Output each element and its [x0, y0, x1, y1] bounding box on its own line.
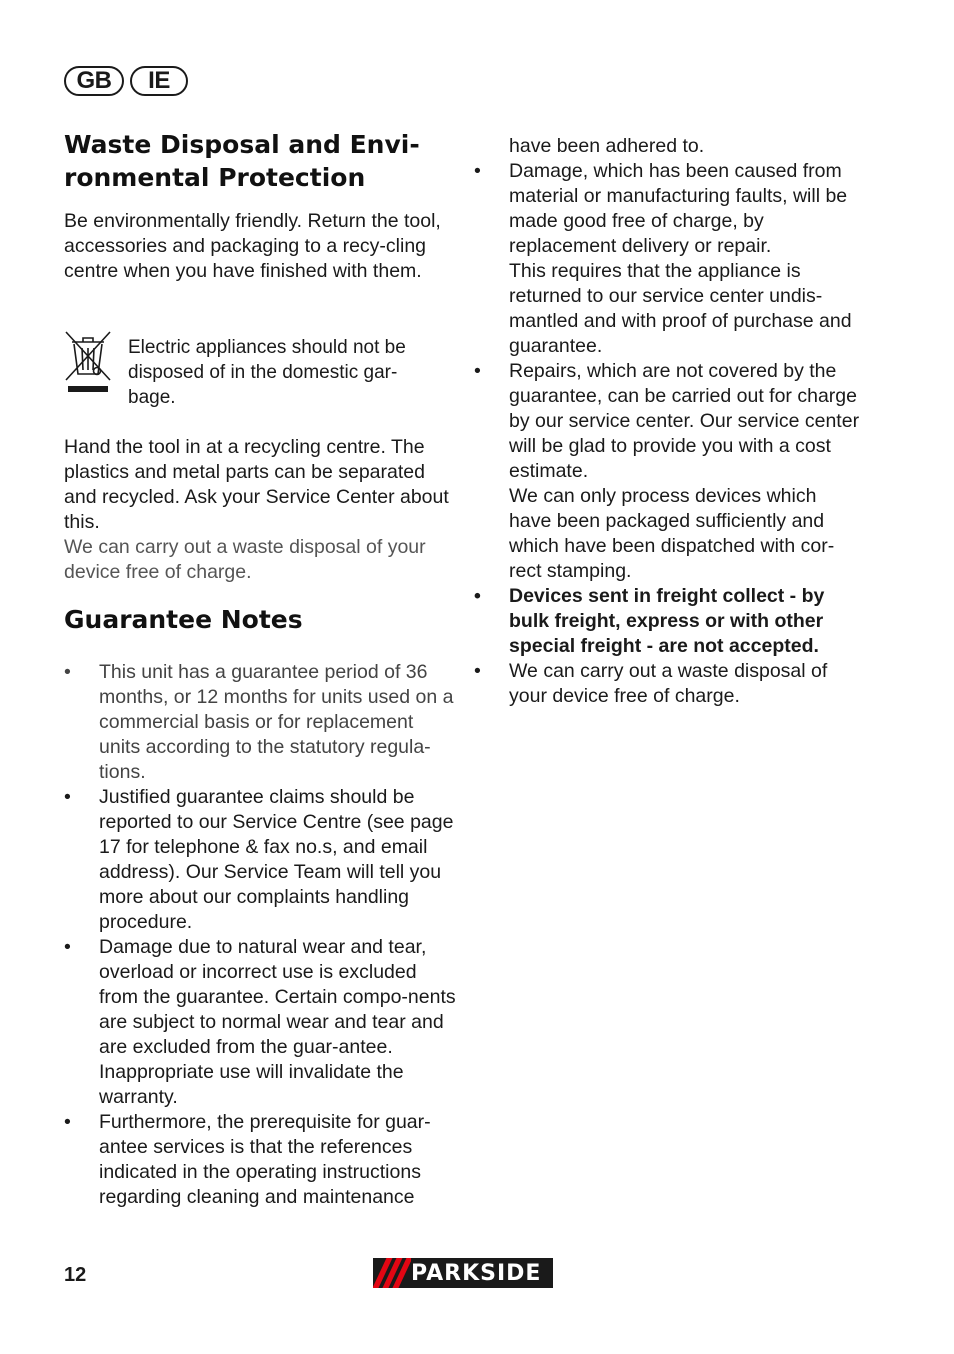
- list-item-text: This unit has a guarantee period of 36 months, or 12 months for units used on a commercial basis or for replacement units according to the statutory regula-tions.: [99, 661, 454, 783]
- guarantee-list-left: [64, 660, 456, 1210]
- logo-text: PARKSIDE: [411, 1260, 542, 1286]
- free-disposal-text: We can carry out a waste disposal of your device free of charge.: [64, 536, 426, 583]
- language-badge-ie: IE: [130, 66, 188, 96]
- list-item-text: We can carry out a waste disposal of your device free of charge.: [509, 660, 828, 707]
- list-item: [474, 659, 864, 709]
- bullet-icon: •: [64, 1111, 71, 1133]
- guarantee-bullets-right: [474, 159, 864, 709]
- list-item-text: Devices sent in freight collect - by bulk freight, express or with other special freight - are not accepted.: [509, 585, 825, 657]
- waste-heading-line2: ronmental Protection: [64, 163, 366, 192]
- waste-disposal-heading: [64, 128, 456, 194]
- list-item-text: Furthermore, the prerequisite for guar-antee services is that the references indicated in the operating instructions regarding cleaning and maintenance: [99, 1111, 431, 1208]
- language-badge-gb: GB: [64, 66, 124, 96]
- list-item: [474, 359, 864, 584]
- list-item-text: Damage due to natural wear and tear, overload or incorrect use is excluded from the guarantee. Certain compo-nents are subject to normal wear and tear and are excluded from the guar-antee. Inappropriate use will invalidate the warranty.: [99, 936, 456, 1108]
- list-item-text: Repairs, which are not covered by the guarantee, can be carried out for charge by our service center. Our service center will be glad to provide you with a cost estimate.: [509, 360, 860, 482]
- crossed-out-bin-icon: [64, 330, 112, 394]
- bullet-icon: •: [64, 661, 71, 683]
- bullet-icon: •: [64, 786, 71, 808]
- bullet-icon: •: [474, 585, 481, 607]
- page-number: 12: [64, 1264, 87, 1286]
- list-item-text: Justified guarantee claims should be reported to our Service Centre (see page 17 for telephone & fax no.s, and email address). Our Service Team will tell you more about our complaints handling procedure.: [99, 786, 454, 933]
- continuation-text: have been adhered to.: [509, 135, 705, 157]
- list-item: [474, 159, 864, 359]
- list-item: [64, 935, 456, 1110]
- waste-heading-line1: Waste Disposal and Envi-: [64, 130, 420, 159]
- list-item: [64, 660, 456, 785]
- list-item: [64, 785, 456, 935]
- hand-in-text: Hand the tool in at a recycling centre. The plastics and metal parts can be separated and recycled. Ask your Service Center about this.: [64, 436, 449, 533]
- guarantee-notes-heading: Guarantee Notes: [64, 605, 303, 634]
- guarantee-list-right: [474, 134, 864, 709]
- list-item-extra: We can only process devices which have been packaged sufficiently and which have been dispatched with cor-rect stamping.: [509, 485, 835, 582]
- weee-text: Electric appliances should not be disposed of in the domestic gar-bage.: [128, 337, 406, 408]
- language-badges: [64, 66, 188, 96]
- list-item: [64, 1110, 456, 1210]
- parkside-logo: [373, 1258, 553, 1288]
- logo-stripes-icon: [373, 1258, 411, 1288]
- list-item-extra: This requires that the appliance is returned to our service center undis-mantled and with proof of purchase and guarantee.: [509, 260, 852, 357]
- list-item: [474, 584, 864, 659]
- bullet-icon: •: [64, 936, 71, 958]
- list-item-text: Damage, which has been caused from material or manufacturing faults, will be made good free of charge, by replacement delivery or repair.: [509, 160, 848, 257]
- environment-intro: Be environmentally friendly. Return the tool, accessories and packaging to a recy-cling centre when you have finished with them.: [64, 210, 441, 282]
- bullet-icon: •: [474, 360, 481, 382]
- bullet-icon: •: [474, 160, 481, 182]
- bullet-icon: •: [474, 660, 481, 682]
